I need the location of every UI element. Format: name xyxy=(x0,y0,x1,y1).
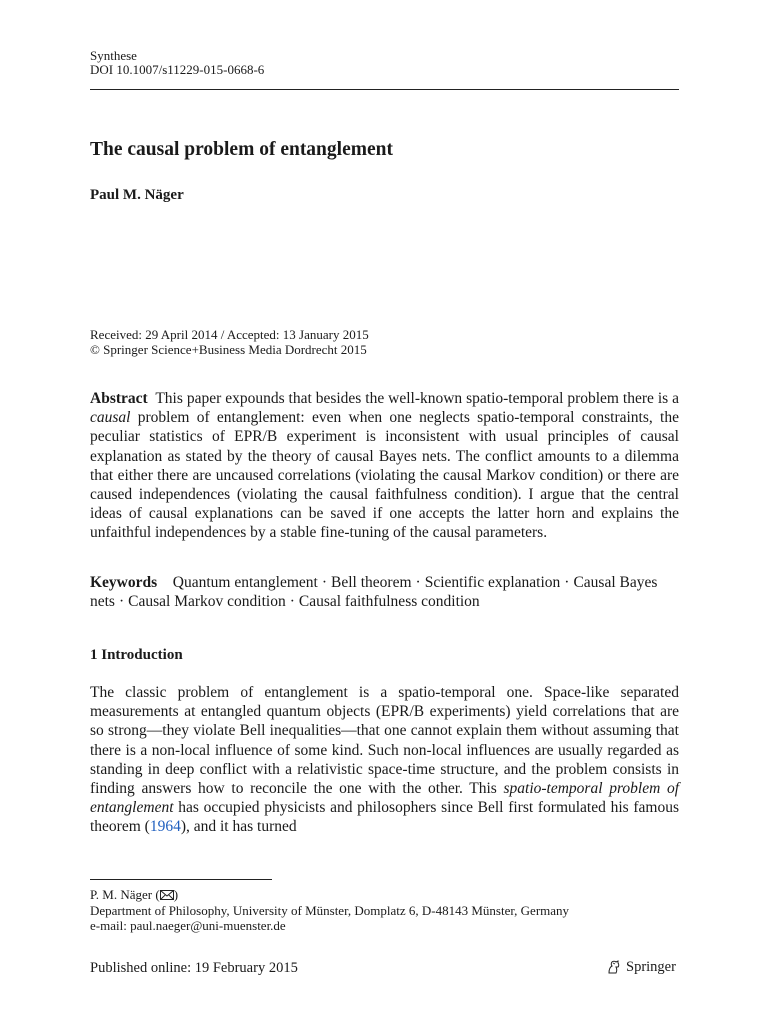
abstract-text-2: problem of entanglement: even when one neglects spatio-temporal constraints, the peculiar statistics of EPR/B experiment is inconsistent with usual principles of causal explanation as stated by the theory of causal Bayes nets. The conflict amounts to a dilemma that either there are uncaused correlations (violating the causal Markov condition) or there are caused independences (violating the causal faithfulness condition). I argue that the central ideas of causal explanations can be saved if one accepts the latter horn and explains the unfaithful independences by a stable fine-tuning of the causal parameters. xyxy=(90,409,679,542)
section-heading-introduction: 1 Introduction xyxy=(90,647,183,663)
received-accepted-dates: Received: 29 April 2014 / Accepted: 13 January 2015 xyxy=(90,327,369,342)
journal-name: Synthese xyxy=(90,48,137,63)
keyword-separator: · xyxy=(564,574,570,591)
abstract-emphasis: causal xyxy=(90,409,131,427)
keyword-item: Bell theorem xyxy=(331,574,412,591)
envelope-icon xyxy=(160,890,174,900)
keyword-separator: · xyxy=(118,593,125,611)
publisher-name: Springer xyxy=(626,959,676,975)
copyright-notice: © Springer Science+Business Media Dordrecht 2015 xyxy=(90,342,367,357)
published-online-date: Published online: 19 February 2015 xyxy=(90,960,298,976)
introduction-paragraph xyxy=(90,683,679,837)
footnote-author-name: P. M. Näger ( xyxy=(90,887,160,902)
publisher-logo xyxy=(606,958,676,976)
springer-horse-icon xyxy=(606,959,622,975)
keyword-separator: · xyxy=(321,574,328,591)
doi: DOI 10.1007/s11229-015-0668-6 xyxy=(90,62,265,77)
abstract-label: Abstract xyxy=(90,390,148,407)
footnote-email: e-mail: paul.naeger@uni-muenster.de xyxy=(90,918,286,933)
footnote-rule xyxy=(90,879,272,880)
footnote-author-close: ) xyxy=(173,887,179,902)
intro-text-2: has occupied physicists and philosophers since Bell first formulated his famous theorem ( xyxy=(90,799,679,836)
intro-text-1: The classic problem of entanglement is a spatio-temporal one. Space-like separated measurements at entangled quantum objects (EPR/B experiments) yield correlations that are so strong—they violate Bell inequalities—that one cannot explain them without assuming that there is a non-local influence of some kind. Such non-local influences are usually regarded as standing in deep conflict with a relativistic space-time structure, and the problem consists in finding answers how to reconcile the one with the other. This xyxy=(90,684,679,798)
keyword-item: Causal Bayes nets xyxy=(90,574,658,611)
keyword-item: Causal Markov condition xyxy=(128,593,286,611)
abstract-paragraph xyxy=(90,389,679,543)
header-rule xyxy=(90,89,679,90)
footnote-author xyxy=(90,887,178,902)
footnote-affiliation: Department of Philosophy, University of Münster, Domplatz 6, D-48143 Münster, Germany xyxy=(90,903,570,918)
keyword-separator: · xyxy=(415,574,421,591)
intro-text-3: ), and it has turned xyxy=(180,818,297,836)
citation-link-1964[interactable]: 1964 xyxy=(149,818,181,836)
keyword-item: Scientific explanation xyxy=(424,574,561,591)
keyword-item: Quantum entanglement xyxy=(172,574,318,591)
keyword-item: Causal faithfulness condition xyxy=(298,593,480,611)
intro-emphasis: spatio-temporal problem of entanglement xyxy=(90,780,679,817)
author-name: Paul M. Näger xyxy=(90,187,184,203)
keyword-separator: · xyxy=(289,593,295,611)
abstract-text-1: This paper expounds that besides the well-known spatio-temporal problem there is a xyxy=(155,390,679,407)
keywords-label: Keywords xyxy=(90,574,158,591)
keywords-paragraph xyxy=(90,573,679,611)
article-title: The causal problem of entanglement xyxy=(90,139,393,160)
